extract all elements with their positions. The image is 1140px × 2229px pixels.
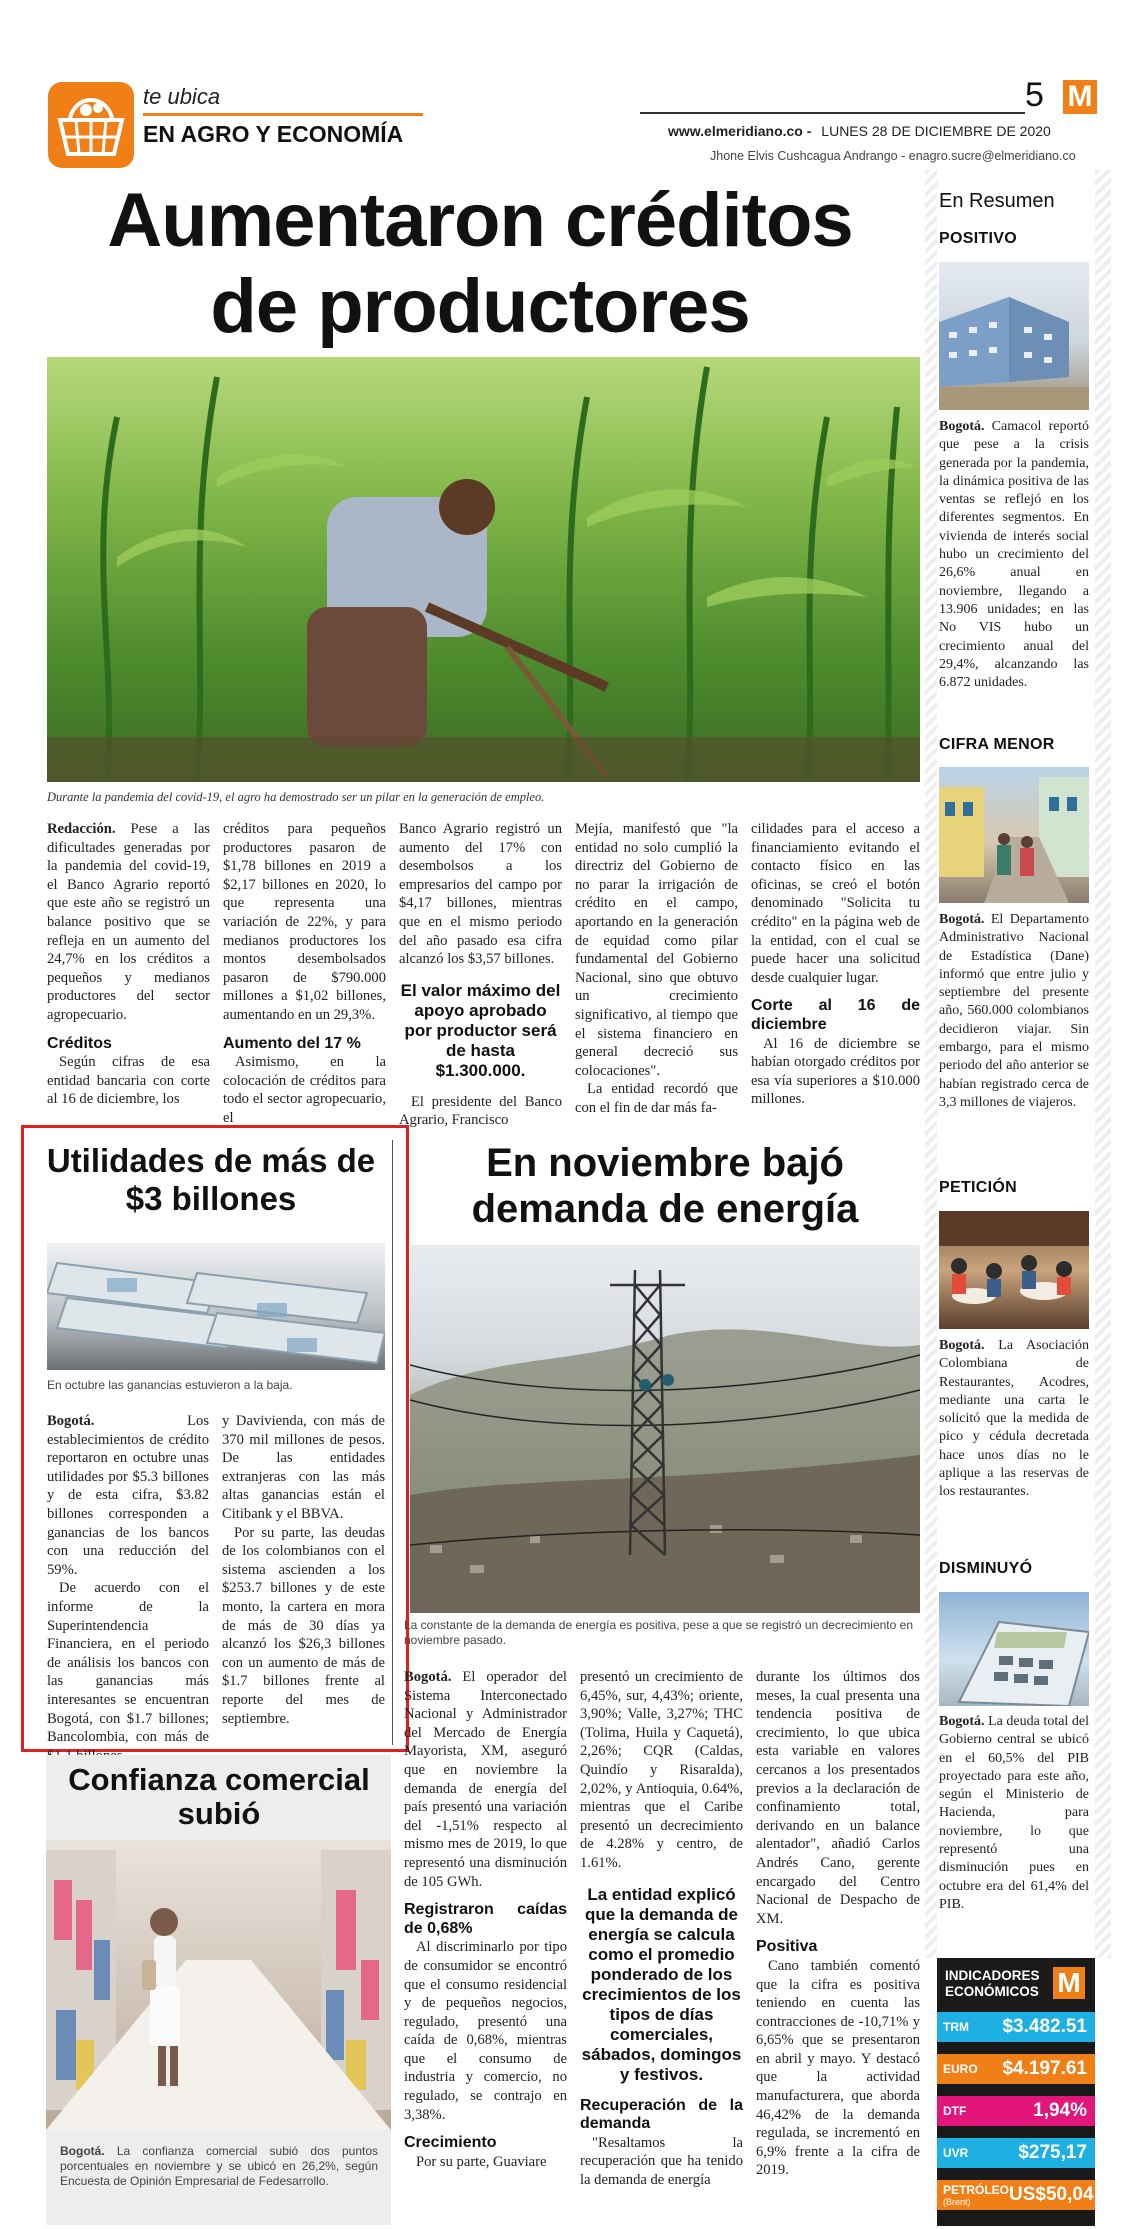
- page-number: 5: [1025, 76, 1044, 114]
- confianza-headline: Confianza comercial subió: [68, 1762, 370, 1831]
- indicators-logo: M: [1053, 1967, 1085, 1999]
- sidebar-text-positivo: Bogotá. Camacol reportó que pese a la crisis generada por la pandemia, la dinámica positiva de las ventas se reflejó en los diferentes segmentos. En vivienda de interés social hubo un crecimiento del 26,6% anual en noviembre, llegando a 13.906 unidades; en las No VIS hubo un crecimiento anual del 29,4%, alcanzando las 6.872 unidades.: [939, 419, 1089, 691]
- main-article-col4: Mejía, manifestó que "la entidad no solo cumplió la directriz del Gobierno de no parar la irrigación de crédito en el campo, aportando en la generación de equidad como pilar fundamental del Gobierno Nacional, sino que obtuvo un crecimiento significativo, al tiempo que el sistema financiero en general decreció sus colocaciones". La entidad recordó que con el fin de dar más fa-: [575, 821, 738, 1116]
- indicator-value: US$50,04: [1009, 2184, 1094, 2205]
- energy-headline-line1: En noviembre bajó: [486, 1141, 844, 1185]
- subhead-caidas: Registraron caídas de 0,68%: [404, 1901, 567, 1937]
- energy-col2: presentó un crecimiento de 6,45%, sur, 4,43%; oriente, 3,90%; Valle, 3,27%; THC (Tolima, Huila y Caquetá), 2,26%; CQR (Caldas, Quindío y Risaralda), 2,02%, y Antioquia, 0.64%, mientras que el Caribe presentó un decrecimiento de 4.28% y centro, de 1.61%. La entidad explicó que la demanda de energía se calcula como el promedio ponderado de los crecimientos de los tipos de días comerciales, sábados, domingos y festivos. Recuperación de la demanda "Resaltamos la recuperación que ha tenido la demanda de energía: [580, 1669, 743, 2188]
- section-logo: [46, 80, 136, 170]
- energy-col1: Bogotá. El operador del Sistema Interconectado Nacional y Administrador del Mercado de Energía Mayorista, XM, aseguró que en noviembre la demanda de energía del país presentó una variación del -1,51% respecto al mismo mes de 2019, lo que representó una disminución de 105 GWh. Registraron caídas de 0,68% Al discriminarlo por tipo de consumidor se encontró que el consumo residencial y de pequeños negocios, regulado, presentó una caída de 0,68%, mientras que el consumo de industria y comercio, no regulado, se contrajo en 3,38%. Crecimiento Por su parte, Guaviare: [404, 1669, 567, 2170]
- main-photo-corn-farmer: [47, 357, 920, 782]
- indicators-panel: [937, 1958, 1095, 2226]
- utilidades-headline: Utilidades de más de $3 billones: [46, 1142, 376, 1217]
- indicator-label: EURO: [943, 2062, 978, 2076]
- section-rule: [143, 113, 423, 116]
- indicator-label: TRM: [943, 2020, 969, 2034]
- indicator-row: [937, 2054, 1095, 2084]
- subhead-crecimiento: Crecimiento: [404, 2134, 497, 2152]
- utilidades-col1: Bogotá. Los establecimientos de crédito reportaron en octubre unas utilidades por $5.3 billones y de esta cifra, $3.82 billones corresponden a ganancias de los bancos con una reducción del 59%. De acuerdo con el informe de la Superintendencia Financiera, en el periodo de análisis los bancos con las ganancias más interesantes se encuentran Bogotá, con $1.7 billones; Bancolombia, con más de: [47, 1413, 209, 1746]
- subhead-corte: Corte al 16 de diciembre: [751, 997, 920, 1033]
- sidebar-head-disminuyo: DISMINUYÓ: [939, 1560, 1033, 1577]
- sidebar-text-cifra-menor: Bogotá. El Departamento Administrativo Nacional de Estadística (Dane) informó que entre julio y septiembre del presente año, 560.000 colombianos decidieron viajar. Sin embargo, para el mismo periodo del año anterior se habían registrado cerca de 3,3 millones de viajeros.: [939, 912, 1089, 1110]
- energy-caption: La constante de la demanda de energía es positiva, pese a que se registró un decrecimiento en noviembre pasado.: [404, 1618, 913, 1647]
- main-headline-line2: de productores: [210, 264, 750, 349]
- indicator-value: 1,94%: [1033, 2100, 1087, 2121]
- sidebar-resumen: [937, 176, 1095, 2226]
- utilidades-col2: y Davivienda, con más de 370 mil millones de pesos. De las entidades extranjeras con las más altas ganancias están el Citibank y el BBVA. Por su parte, las deudas de los colombianos con el sistema ascienden a los $253.7 billones y de este monto, la cartera en mora de más de 30 días ya alcanzó los $26,3 billones con un aumento de más de $1.7 billones frente al reporte del mes de septiembre.: [222, 1413, 385, 1727]
- sidebar-head-peticion: PETICIÓN: [939, 1179, 1017, 1196]
- subhead-aumento: Aumento del 17 %: [223, 1034, 361, 1052]
- main-pull-quote: El valor máximo del apoyo aprobado por productor será de hasta $1.300.000.: [400, 980, 561, 1080]
- main-lead: Redacción.: [47, 821, 116, 837]
- confianza-caption: Bogotá. La confianza comercial subió dos puntos porcentuales en noviembre y se ubicó en 26,2%, según Encuesta de Opinión Empresarial de Fedesarrollo.: [60, 2144, 378, 2188]
- basket-icon: [46, 80, 136, 170]
- main-article-col2: créditos para pequeños productores pasaron de $1,78 billones en 2019 a $2,17 billones en 2020, lo que representa una variación de 22%, y para medianos productores los montos desembolsados pasaron de $790.000 millones a $1,02 billones, aumentando en un 29,3%. Aumento del 17 % Asimismo, en la colocación de créditos para todo el sector agropecuario, el: [223, 821, 386, 1126]
- sidebar-head-positivo: POSITIVO: [939, 230, 1017, 247]
- brand-logo: M: [1063, 80, 1097, 114]
- indicator-row: [937, 2180, 1095, 2210]
- sidebar-head-cifra-menor: CIFRA MENOR: [939, 736, 1055, 753]
- energy-headline-line2: demanda de energía: [471, 1187, 859, 1231]
- energy-photo-tower: [410, 1245, 920, 1613]
- header-rule: [640, 112, 1025, 114]
- subhead-positiva: Positiva: [756, 1938, 818, 1956]
- energy-col3: durante los últimos dos meses, la cual presenta una tendencia positiva de crecimiento, lo que ubica esta variable en valores cercanos a los presentados previos a la declaración de confinamiento total, derivando en un balance alentador", añadió Carlos Andrés Cano, gerente encargado del Centro Nacional de Despacho de XM. Positiva Cano también comentó que la cifra es positiva teniendo en cuenta las contracciones de -10,71% y 6,65% que se presentaron en abril y mayo. Y destacó que la actividad manufacturera, que aborda 46,42% de la demanda regulada, se incrementó en 6,9% frente a la cifra de 2019.: [756, 1669, 920, 2179]
- sidebar-pattern-right: [1095, 170, 1111, 1958]
- subhead-recuperacion: Recuperación de la demanda: [580, 2096, 743, 2133]
- indicator-label: UVR: [943, 2146, 969, 2160]
- energy-headline: [410, 1140, 920, 1232]
- section-title-small: te ubica: [143, 84, 221, 109]
- section-title: EN AGRO Y ECONOMÍA: [143, 121, 404, 147]
- sidebar-text-disminuyo: Bogotá. La deuda total del Gobierno central se ubicó en el 60,5% del PIB proyectado para este año, según el Ministerio de Hacienda, para noviembre, lo que representó una disminución pues en octubre era del 61,4% del PIB.: [939, 1714, 1089, 1912]
- main-article-col5: cilidades para el acceso a financiamiento evitando el contacto físico en las oficinas, se creó el botón denominado "Solicita tu crédito" en la página web de la entidad, con el cual se puede hacer una solicitud desde cualquier lugar. Corte al 16 de diciembre Al 16 de diciembre se habían otorgado créditos por esa vía superiores a $10.000 millones.: [751, 821, 920, 1108]
- indicator-row: [937, 2012, 1095, 2042]
- indicator-row: [937, 2096, 1095, 2126]
- indicator-label: PETRÓLEO (Brent): [943, 2183, 1010, 2207]
- sidebar-photo-restaurant: [939, 1211, 1089, 1329]
- subhead-creditos: Créditos: [47, 1034, 112, 1052]
- site-url: [668, 123, 1051, 139]
- utilidades-rule: [392, 1140, 393, 1745]
- main-photo-caption: Durante la pandemia del covid-19, el agro ha demostrado ser un pilar en la generación de empleo.: [47, 790, 545, 804]
- sidebar-photo-buildings: [939, 262, 1089, 410]
- main-headline-line1: Aumentaron créditos: [107, 178, 853, 263]
- indicator-label: DTF: [943, 2104, 967, 2118]
- utilidades-photo-money: [47, 1243, 385, 1370]
- sidebar-title: En Resumen: [939, 190, 1055, 212]
- indicator-value: $4.197.61: [1002, 2058, 1087, 2079]
- indicator-value: $275,17: [1018, 2142, 1087, 2163]
- indicator-value: $3.482.51: [1002, 2016, 1087, 2037]
- issue-date: LUNES 28 DE DICIEMBRE DE 2020: [821, 123, 1051, 139]
- main-headline: [40, 178, 920, 350]
- indicators-title: INDICADORES ECONÓMICOS: [945, 1968, 1040, 1999]
- sidebar-pattern-left: [925, 170, 937, 1958]
- indicator-row: [937, 2138, 1095, 2168]
- site-link[interactable]: www.elmeridiano.co -: [668, 123, 812, 139]
- energy-pull-quote: La entidad explicó que la demanda de energía se calcula como el promedio ponderado de los crecimientos de los tipos de días comerciales, sábados, domingos y festivos.: [581, 1884, 742, 2084]
- main-article-col3: Banco Agrario registró un aumento del 17% con desembolsos a los empresarios del campo por $4,17 billones, mientras que en el mismo periodo del año pasado esa cifra alcanzó los $3,57 billones. El valor máximo del apoyo aprobado por productor será de hasta $1.300.000. El presidente del Banco Agrario, Francisco: [399, 821, 562, 1129]
- byline: Jhone Elvis Cushcagua Andrango - enagro.sucre@elmeridiano.co: [710, 149, 1076, 163]
- confianza-photo-shopper: [46, 1840, 391, 2130]
- sidebar-photo-calculator: [939, 1592, 1089, 1706]
- utilidades-caption: En octubre las ganancias estuvieron a la baja.: [47, 1378, 293, 1392]
- sidebar-text-peticion: Bogotá. La Asociación Colombiana de Restaurantes, Acodres, mediante una carta le solicitó que la medida de pico y cédula decretada hace unos días no le aplique a las reservas de los restaurantes.: [939, 1338, 1089, 1500]
- main-article-col1: Redacción. Pese a las dificultades generadas por la pandemia del covid-19, el Banco Agrario reportó que este año se registró un balance positivo que se refleja en un aumento del 24,7% en los créditos a pequeños y medianos productores del sector agropecuario. Créditos Según cifras de esa entidad bancaria con corte al 16 de diciembre, los: [47, 821, 210, 1108]
- sidebar-photo-travelers: [939, 767, 1089, 903]
